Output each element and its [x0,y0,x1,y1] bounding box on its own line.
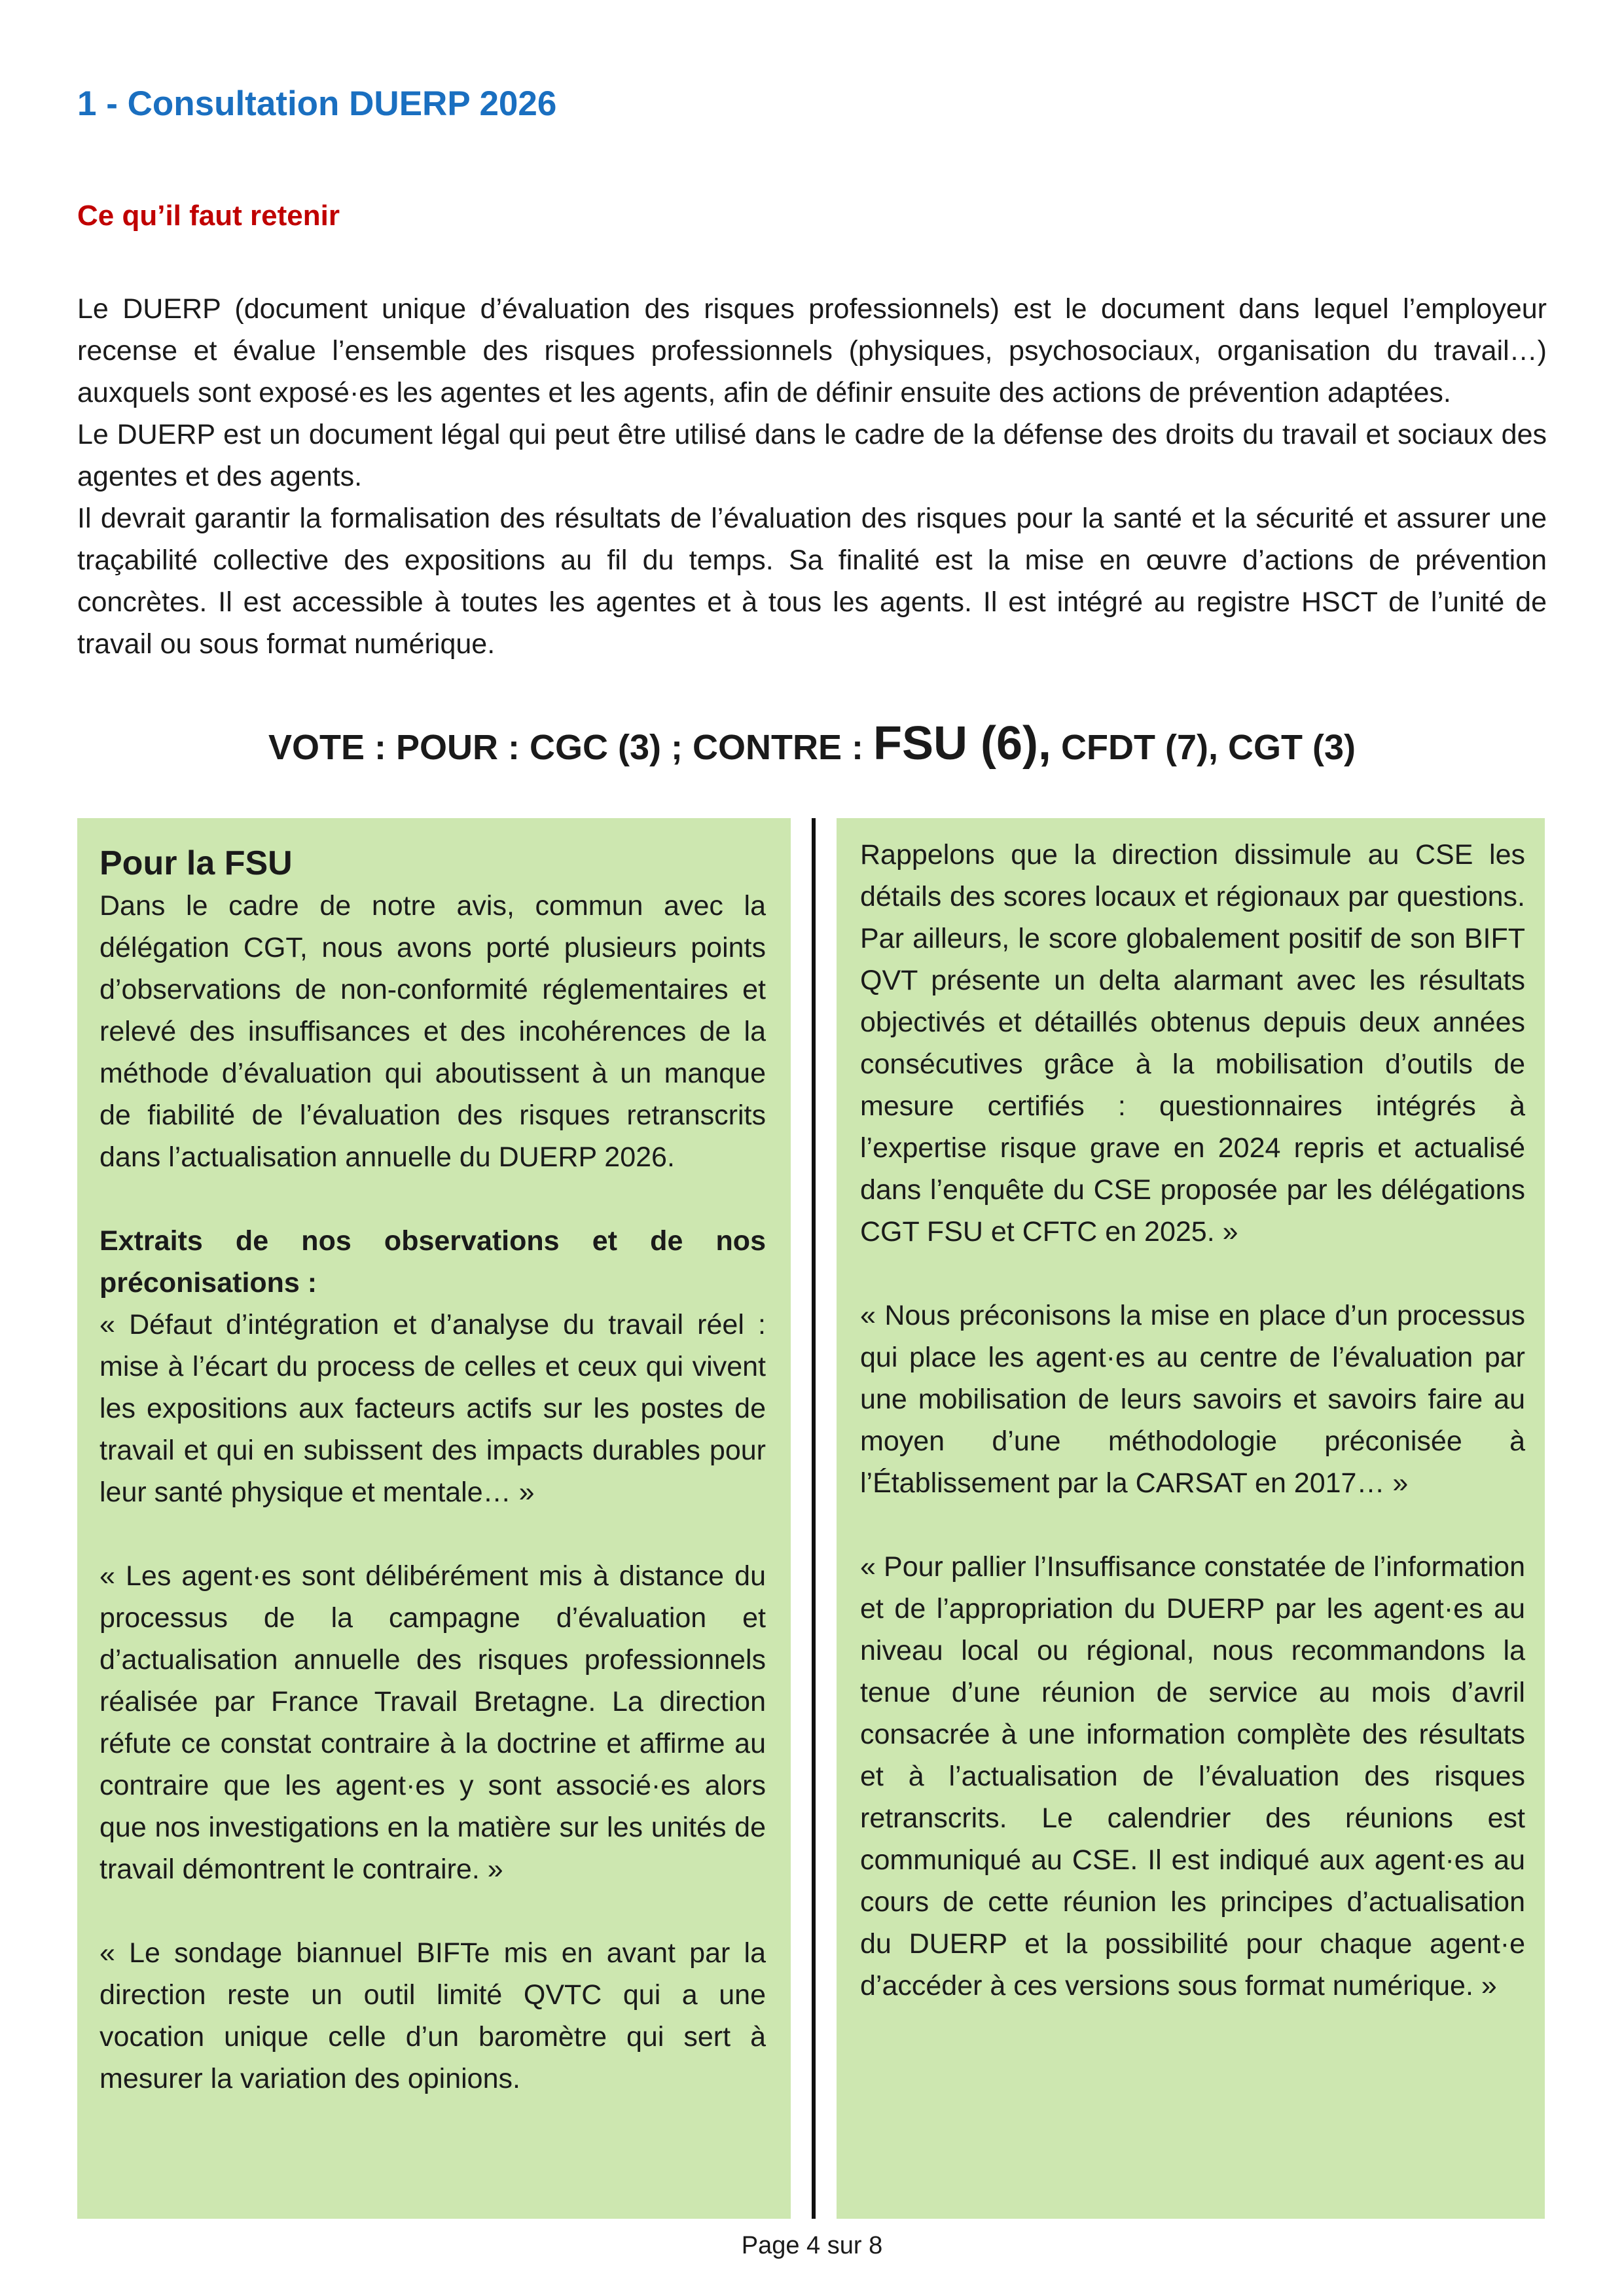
intro-paragraph: Le DUERP (document unique d’évaluation des risques professionnels) est le document dans lequel l’employeur recense et évalue l’ensemble des risques professionnels (physiques, psychosociaux, organisation du travail…) auxquels sont exposé·es les agentes et les agents, afin de définir ensuite des actions de prévention adaptées. [77,293,1547,408]
box-paragraph: « Nous préconisons la mise en place d’un processus qui place les agent·es au centre de l’évaluation par une mobilisation de leurs savoirs et savoirs faire au moyen d’une méthodologie préconisée à l’Établissement par la CARSAT en 2017… » [860,1300,1525,1499]
vote-fsu: FSU (6), [873,717,1052,770]
page-number: Page 4 sur 8 [741,2232,883,2259]
fsu-position-box [77,818,791,2219]
box-paragraph: « Défaut d’intégration et d’analyse du travail réel : mise à l’écart du process de celles et ceux qui vivent les expositions aux facteurs actifs sur les postes de travail et qui en subissent des impacts durables pour leur santé physique et mentale… » [99,1309,766,1508]
box-paragraph: « Le sondage biannuel BIFTe mis en avant par la direction reste un outil limité QVTC qui a une vocation unique celle d’un baromètre qui sert à mesurer la variation des opinions. [99,1937,766,2094]
retain-title: Ce qu’il faut retenir [77,200,340,232]
intro-paragraph: Il devrait garantir la formalisation des résultats de l’évaluation des risques pour la santé et la sécurité et assurer une traçabilité collective des expositions au fil du temps. Sa finalité est la mise en œuvre d’actions de prévention concrètes. Il est accessible à toutes les agentes et à tous les agents. Il est intégré au registre HSCT de l’unité de travail ou sous format numérique. [77,503,1547,660]
vote-part-2: CFDT (7), CGT (3) [1051,728,1356,767]
intro-paragraph: Le DUERP est un document légal qui peut être utilisé dans le cadre de la défense des droits du travail et sociaux des agentes et des agents. [77,419,1547,492]
vote-part-1: VOTE : POUR : CGC (3) ; CONTRE : [268,728,873,767]
fsu-position-box-continued [837,818,1545,2219]
box-paragraph: « Pour pallier l’Insuffisance constatée de l’information et de l’appropriation du DUERP par les agent·es au niveau local ou régional, nous recommandons la tenue d’une réunion de service au mois d’avril consacrée à une information complète des résultats et à l’actualisation de l’évaluation des risques retranscrits. Le calendrier des réunions est communiqué au CSE. Il est indiqué aux agent·es au cours de cette réunion les principes d’actualisation du DUERP et la possibilité pour chaque agent·e d’accéder à ces versions sous format numérique. » [860,1551,1525,2001]
box-subheading: Extraits de nos observations et de nos préconisations : [99,1225,766,1299]
vote-result [0,717,1624,770]
box-heading: Pour la FSU [99,844,293,882]
box-paragraph: Dans le cadre de notre avis, commun avec la délégation CGT, nous avons porté plusieurs points d’observations de non-conformité réglementaires et relevé des insuffisances et des incohérences de la méthode d’évaluation qui aboutissent à un manque de fiabilité de l’évaluation des risques retranscrits dans l’actualisation annuelle du DUERP 2026. [99,890,766,1173]
box-paragraph: Rappelons que la direction dissimule au CSE les détails des scores locaux et régionaux par questions. Par ailleurs, le score globalement positif de son BIFT QVT présente un delta alarmant avec les résultats objectivés et détaillés obtenus depuis deux années consécutives grâce à la mobilisation d’outils de mesure certifiés : questionnaires intégrés à l’expertise risque grave en 2024 repris et actualisé dans l’enquête du CSE proposée par les délégations CGT FSU et CFTC en 2025. » [860,839,1525,1247]
column-divider [812,818,816,2219]
section-title: 1 - Consultation DUERP 2026 [77,84,557,123]
box-paragraph: « Les agent·es sont délibérément mis à distance du processus de la campagne d’évaluation et d’actualisation annuelle des risques professionnels réalisée par France Travail Bretagne. La direction réfute ce constat contraire à la doctrine et affirme au contraire que les agent·es y sont associé·es alors que nos investigations en la matière sur les unités de travail démontrent le contraire. » [99,1560,766,1885]
intro-text [77,288,1547,665]
